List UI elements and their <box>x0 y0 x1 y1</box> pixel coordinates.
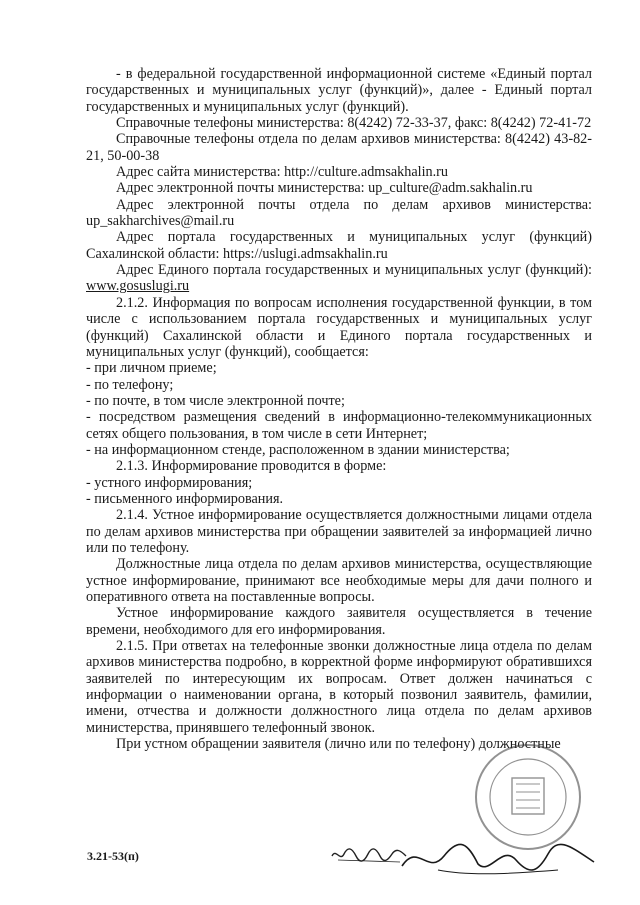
paragraph <box>86 491 592 507</box>
document-body <box>86 66 592 752</box>
paragraph <box>86 360 592 376</box>
paragraph <box>86 66 592 115</box>
paragraph-text: 2.1.5. При ответах на телефонные звонки должностные лица отдела по делам архивов министерства подробно, в корректной форме информируют обратившихся заявителей по интересующим их вопросам. Ответ должен начинаться с информации о наименовании органа, в который позвонил заявитель, фамилии, имени, отчества и должности должностного лица отдела по делам архивов министерства, принявшего телефонный звонок. <box>86 638 592 736</box>
paragraph-text: Адрес портала государственных и муниципальных услуг (функций) Сахалинской области: https://uslugi.admsakhalin.ru <box>86 229 592 262</box>
paragraph-text: - по почте, в том числе электронной почте; <box>86 392 345 409</box>
paragraph-text: - на информационном стенде, расположенном в здании министерства; <box>86 441 510 458</box>
paragraph <box>86 442 592 458</box>
paragraph <box>86 409 592 442</box>
paragraph <box>86 180 592 196</box>
paragraph <box>86 295 592 360</box>
paragraph-text: - в федеральной государственной информационной системе «Единый портал государственных и муниципальных услуг (функций)», далее - Единый портал государственных и муниципальных услуг (функций). <box>86 66 592 115</box>
document-code: 3.21-53(п) <box>87 849 139 863</box>
paragraph <box>86 475 592 491</box>
paragraph <box>86 115 592 131</box>
paragraph <box>86 197 592 230</box>
paragraph-text: - при личном приеме; <box>86 360 217 377</box>
paragraph-text: Должностные лица отдела по делам архивов министерства, осуществляющие устное информирование, принимают все необходимые меры для дачи полного и оперативного ответа на поставленные вопросы. <box>86 556 592 605</box>
paragraph-text: - посредством размещения сведений в информационно-телекоммуникационных сетях общего пользования, в том числе в сети Интернет; <box>86 409 592 442</box>
paragraph <box>86 131 592 164</box>
paragraph <box>86 262 592 295</box>
paragraph-text: Устное информирование каждого заявителя осуществляется в течение времени, необходимого для его информирования. <box>86 605 592 638</box>
paragraph-text: 2.1.2. Информация по вопросам исполнения государственной функции, в том числе с использованием портала государственных и муниципальных услуг (функций) Сахалинской области и Единого портала государственных и муниципальных услуг (функций), сообщается: <box>86 294 592 360</box>
paragraph-text: 2.1.3. Информирование проводится в форме: <box>116 458 387 475</box>
paragraph-text: 2.1.4. Устное информирование осуществляется должностными лицами отдела по делам архивов министерства при обращении заявителей за информацией лично или по телефону. <box>86 507 592 556</box>
gosuslugi-link[interactable]: www.gosuslugi.ru <box>86 278 190 295</box>
paragraph-text: Адрес сайта министерства: http://culture.admsakhalin.ru <box>116 164 448 181</box>
paragraph <box>86 164 592 180</box>
paragraph-text: - устного информирования; <box>86 474 253 491</box>
paragraph-text: Адрес Единого портала государственных и муниципальных услуг (функций): <box>116 262 592 279</box>
paragraph <box>86 458 592 474</box>
paragraph-text: - по телефону; <box>86 376 174 393</box>
paragraph <box>86 229 592 262</box>
paragraph <box>86 605 592 638</box>
paragraph-text: Справочные телефоны отдела по делам архивов министерства: 8(4242) 43-82-21, 50-00-38 <box>86 131 592 164</box>
paragraph <box>86 377 592 393</box>
paragraph-text: При устном обращении заявителя (лично или по телефону) должностные <box>116 736 561 753</box>
paragraph-text: Адрес электронной почты отдела по делам архивов министерства: up_sakharchives@mail.ru <box>86 196 592 230</box>
paragraph <box>86 393 592 409</box>
paragraph-text: Адрес электронной почты министерства: up_culture@adm.sakhalin.ru <box>116 180 533 197</box>
paragraph-text: Справочные телефоны министерства: 8(4242) 72-33-37, факс: 8(4242) 72-41-72 <box>116 115 592 132</box>
paragraph <box>86 507 592 556</box>
paragraph <box>86 556 592 605</box>
paragraph <box>86 638 592 736</box>
handwritten-signature <box>398 836 598 881</box>
paragraph-text: - письменного информирования. <box>86 490 284 507</box>
